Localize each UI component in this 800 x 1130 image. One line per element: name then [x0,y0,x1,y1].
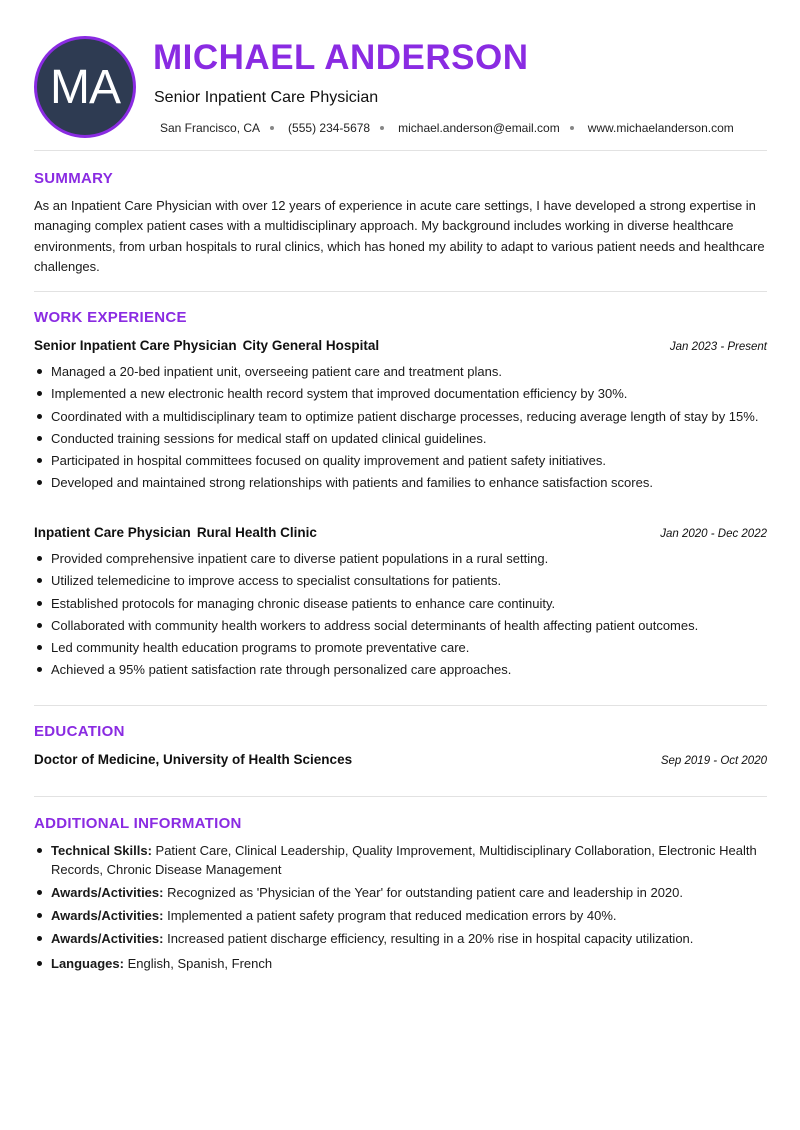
item-label: Awards/Activities: [51,931,164,946]
contact-bar [160,121,734,135]
avatar [34,36,136,138]
job-bullet-list [34,549,767,683]
list-item [34,841,767,879]
summary-heading: SUMMARY [34,170,114,187]
divider [34,150,767,151]
summary-text: As an Inpatient Care Physician with over 12 years of experience in acute care settings, I have developed a strong expertise in managing complex patient cases with a multidisciplinary approach. My background includes working in diverse healthcare environments, from urban hospitals to rural clinics, which has honed my ability to adapt to various patient needs and healthcare challenges. [34,198,765,274]
item-text: Increased patient discharge efficiency, resulting in a 20% rise in hospital capacity utilization. [163,931,694,946]
item-text: English, Spanish, French [123,956,273,971]
job-role-line [34,338,379,353]
experience-heading: WORK EXPERIENCE [34,309,187,326]
item-text: Patient Care, Clinical Leadership, Quality Improvement, Multidisciplinary Collaboration, Electronic Health Records, Chronic Disease Management [51,843,757,877]
job-header [34,525,767,540]
contact-email[interactable]: michael.anderson@email.com [398,121,560,135]
item-label: Awards/Activities: [51,885,164,900]
job-company: Rural Health Clinic [196,525,317,540]
education-heading: EDUCATION [34,723,125,740]
list-item: Participated in hospital committees focused on quality improvement and patient safety initiatives. [34,451,767,470]
education-entry [34,752,767,767]
candidate-title: Senior Inpatient Care Physician [154,89,379,106]
job-dates: Jan 2020 - Dec 2022 [660,528,767,540]
item-text: Implemented a patient safety program that reduced medication errors by 40%. [163,908,617,923]
candidate-name: MICHAEL ANDERSON [153,38,529,77]
divider [34,705,767,706]
item-label: Awards/Activities: [51,908,164,923]
job-header [34,338,767,353]
list-item: Implemented a new electronic health record system that improved documentation efficiency by 30%. [34,384,767,403]
separator-dot-icon [570,126,574,130]
job-bullet-list [34,362,767,496]
contact-website[interactable]: www.michaelanderson.com [587,121,734,135]
contact-phone: (555) 234-5678 [288,121,371,135]
list-item: Utilized telemedicine to improve access to specialist consultations for patients. [34,571,767,590]
item-text: Recognized as 'Physician of the Year' for outstanding patient care and leadership in 2020. [163,885,684,900]
list-item [34,929,767,948]
education-degree: Doctor of Medicine, University of Health Sciences [34,752,353,767]
list-item: Provided comprehensive inpatient care to diverse patient populations in a rural setting. [34,549,767,568]
list-item: Led community health education programs to promote preventative care. [34,638,767,657]
list-item: Established protocols for managing chronic disease patients to enhance care continuity. [34,594,767,613]
additional-heading: ADDITIONAL INFORMATION [34,815,242,832]
additional-list [34,841,767,977]
divider [34,291,767,292]
contact-location: San Francisco, CA [160,121,261,135]
job-role-line [34,525,317,540]
list-item: Collaborated with community health workers to address social determinants of health affecting patient outcomes. [34,616,767,635]
list-item: Achieved a 95% patient satisfaction rate through personalized care approaches. [34,660,767,679]
list-item: Developed and maintained strong relationships with patients and families to enhance satisfaction scores. [34,473,767,492]
education-dates: Sep 2019 - Oct 2020 [660,755,767,767]
divider [34,796,767,797]
list-item [34,954,767,973]
list-item [34,906,767,925]
item-label: Technical Skills: [51,843,152,858]
job-role: Senior Inpatient Care Physician [34,338,237,353]
list-item: Conducted training sessions for medical staff on updated clinical guidelines. [34,429,767,448]
job-dates: Jan 2023 - Present [669,341,767,353]
list-item [34,883,767,902]
separator-dot-icon [380,126,384,130]
list-item: Coordinated with a multidisciplinary team to optimize patient discharge processes, reducing average length of stay by 15%. [34,407,767,426]
avatar-initials: MA [50,60,120,114]
separator-dot-icon [270,126,274,130]
list-item: Managed a 20-bed inpatient unit, overseeing patient care and treatment plans. [34,362,767,381]
job-role: Inpatient Care Physician [34,525,191,540]
job-company: City General Hospital [242,338,380,353]
item-label: Languages: [51,956,124,971]
